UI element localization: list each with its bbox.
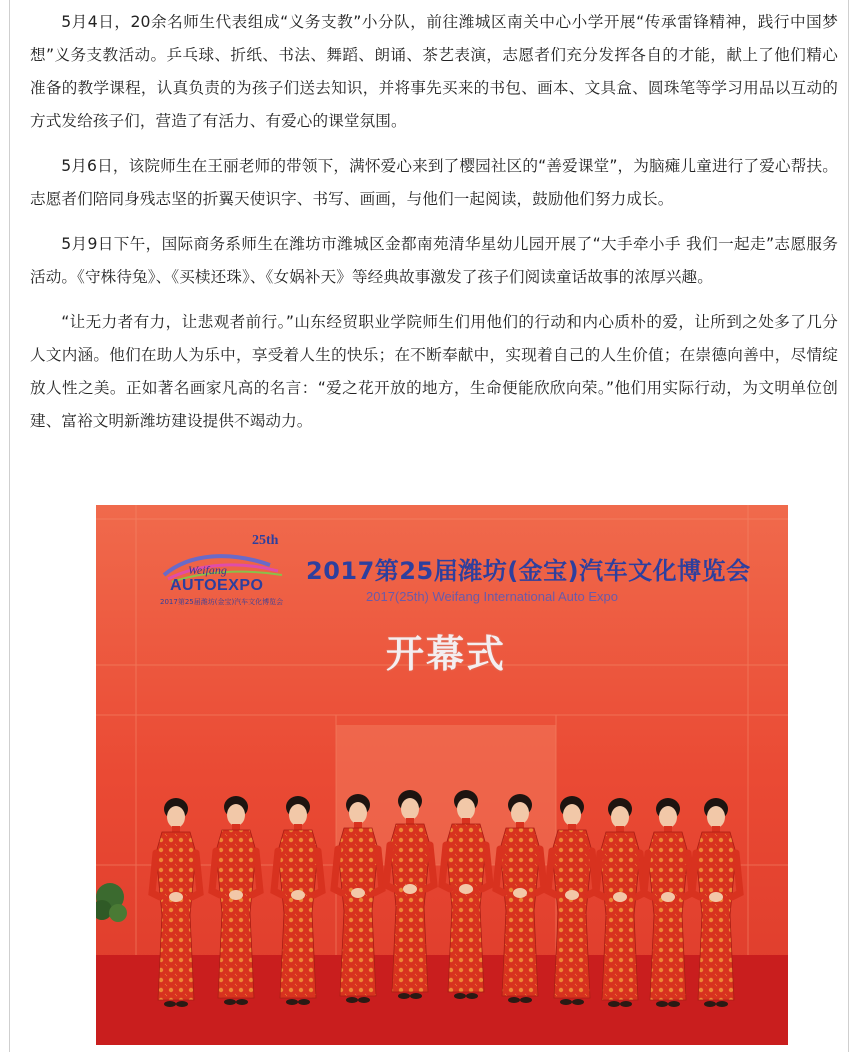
hostess-shoe <box>704 1001 716 1007</box>
hostess-hands <box>613 892 627 902</box>
hostess-shoe <box>560 999 572 1005</box>
hostess-dress <box>600 832 640 1000</box>
hostess-collar <box>462 818 470 824</box>
hostess-collar <box>712 826 720 832</box>
hostess-shoe <box>620 1001 632 1007</box>
hostess-shoe <box>224 999 236 1005</box>
hostess-shoe <box>716 1001 728 1007</box>
logo-wordmark: AUTOEXPO <box>170 577 264 594</box>
hostess-collar <box>354 822 362 828</box>
hostess-shoe <box>410 993 422 999</box>
hostess-face <box>563 804 581 826</box>
paragraph-conclusion: “让无力者有力，让悲观者前行。”山东经贸职业学院师生们用他们的行动和内心质朴的爱，让所到之处多了几分人文内涵。他们在助人为乐中，享受着人生的快乐；在不断奉献中，实现着自己的人生价值；在崇德向善中，尽情绽放人性之美。正如著名画家凡高的名言：“爱之花开放的地方，生命便能欣欣向荣。”他们用实际行动，为文明单位创建、富裕文明新潍坊建设提供不竭动力。 <box>30 313 838 430</box>
banner-title: 2017第25届潍坊(金宝)汽车文化博览会 <box>306 557 751 585</box>
hostess-hands <box>351 888 365 898</box>
hostess-dress <box>500 828 540 996</box>
hostess-dress <box>216 830 256 998</box>
hostess-shoe <box>346 997 358 1003</box>
paragraph-may4: 5月4日，20余名师生代表组成“义务支教”小分队，前往潍城区南关中心小学开展“传承雷锋精神，践行中国梦想”义务支教活动。乒乓球、折纸、书法、舞蹈、朗诵、茶艺表演，志愿者们充分发挥各自的才能，献上了他们精心准备的教学课程，认真负责的为孩子们送去知识，并将事先买来的书包、画本、文具盒、圆珠笔等学习用品以互动的方式发给孩子们，营造了有活力、有爱心的课堂氛围。 <box>30 13 838 130</box>
hostess-collar <box>616 826 624 832</box>
hostess-dress <box>446 824 486 992</box>
hostess-face <box>289 804 307 826</box>
hostess-face <box>511 802 529 824</box>
hostess-shoe <box>298 999 310 1005</box>
hostess-hands <box>459 884 473 894</box>
hostess-dress <box>648 832 688 1000</box>
hostess-shoe <box>466 993 478 999</box>
hostess-face <box>349 802 367 824</box>
logo-number: 25th <box>252 533 279 548</box>
page <box>9 0 849 1052</box>
hostess-shoe <box>520 997 532 1003</box>
hostess-shoe <box>608 1001 620 1007</box>
hostess-shoe <box>508 997 520 1003</box>
logo-caption: 2017第25届潍坊(金宝)汽车文化博览会 <box>160 598 284 606</box>
event-photo <box>96 505 788 1045</box>
article-body <box>10 0 848 438</box>
hostess-dress <box>390 824 430 992</box>
hostess-shoe <box>656 1001 668 1007</box>
hostess-dress <box>338 828 378 996</box>
hostess-collar <box>568 824 576 830</box>
hostess-shoe <box>398 993 410 999</box>
hostess-dress <box>696 832 736 1000</box>
hostess-hands <box>709 892 723 902</box>
hostess-shoe <box>358 997 370 1003</box>
hostess-face <box>659 806 677 828</box>
hostess-shoe <box>164 1001 176 1007</box>
hostess-hands <box>403 884 417 894</box>
hostess-collar <box>516 822 524 828</box>
hostess-collar <box>172 826 180 832</box>
hostess-shoe <box>236 999 248 1005</box>
hostess-hands <box>169 892 183 902</box>
auto-expo-logo <box>160 535 290 615</box>
hostess-face <box>227 804 245 826</box>
hostess-hands <box>661 892 675 902</box>
hostess-face <box>611 806 629 828</box>
hostess-hands <box>229 890 243 900</box>
hostess-hands <box>291 890 305 900</box>
hostess-dress <box>278 830 318 998</box>
hostess-dress <box>552 830 592 998</box>
hostess-shoe <box>572 999 584 1005</box>
hostess-collar <box>406 818 414 824</box>
hostess-hands <box>565 890 579 900</box>
hostess-face <box>401 798 419 820</box>
hostess-face <box>457 798 475 820</box>
hostess-face <box>707 806 725 828</box>
banner-subtitle: 2017(25th) Weifang International Auto Expo <box>366 589 618 604</box>
hostess-collar <box>664 826 672 832</box>
paragraph-may6: 5月6日，该院师生在王丽老师的带领下，满怀爱心来到了樱园社区的“善爱课堂”，为脑瘫儿童进行了爱心帮扶。志愿者们陪同身残志坚的折翼天使识字、书写、画画，与他们一起阅读，鼓励他们努力成长。 <box>30 157 838 208</box>
hostess-face <box>167 806 185 828</box>
hostess-collar <box>294 824 302 830</box>
paragraph-may9: 5月9日下午，国际商务系师生在潍坊市潍城区金都南苑清华星幼儿园开展了“大手牵小手 我们一起走”志愿服务活动。《守株待兔》、《买椟还珠》、《女娲补天》等经典故事激发了孩子们阅读童话故事的浓厚兴趣。 <box>30 235 838 286</box>
hostess-shoe <box>286 999 298 1005</box>
logo-script-text: Weifang <box>188 563 227 577</box>
hostess-shoe <box>176 1001 188 1007</box>
hostess-shoe <box>454 993 466 999</box>
hostess-collar <box>232 824 240 830</box>
hostess-shoe <box>668 1001 680 1007</box>
banner-ceremony-text: 开幕式 <box>386 632 507 676</box>
hostess-dress <box>156 832 196 1000</box>
hostess-hands <box>513 888 527 898</box>
